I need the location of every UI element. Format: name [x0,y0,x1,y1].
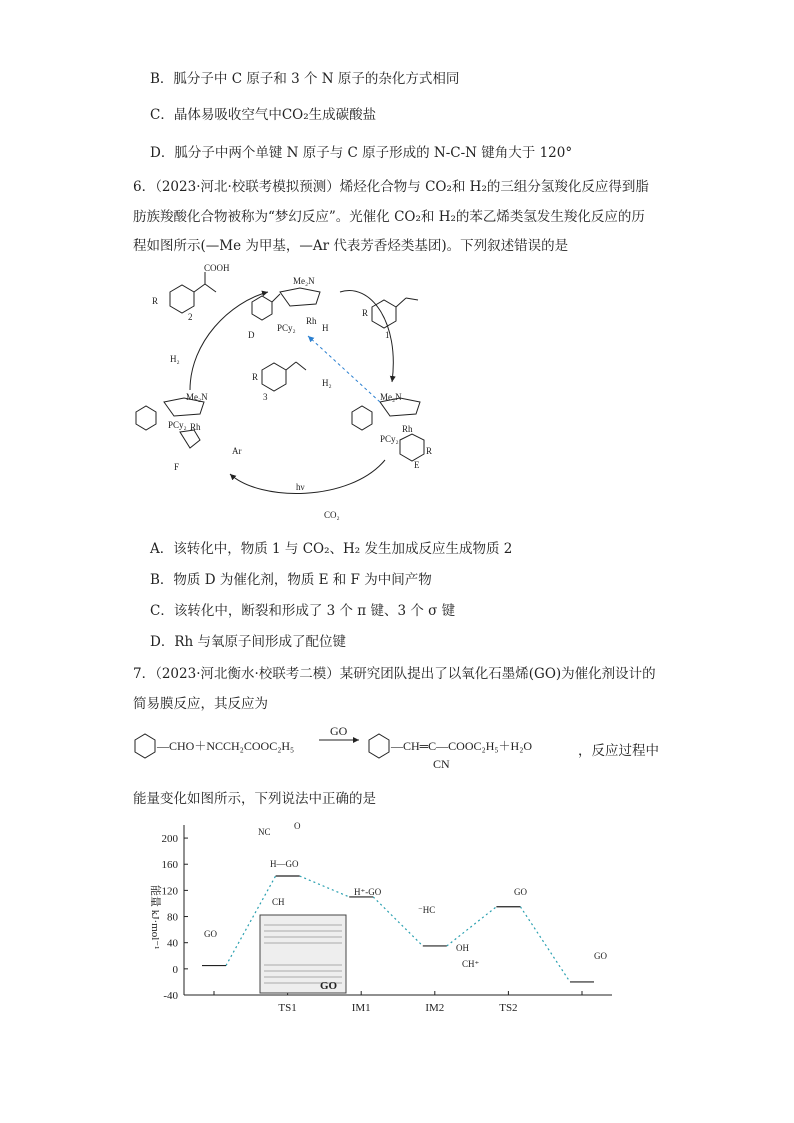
label-r-e: R [426,446,433,456]
annot-go-ts2: GO [514,887,527,897]
q6-option-c: C．该转化中，断裂和形成了 3 个 π 键、3 个 σ 键 [150,603,456,619]
q7-stem-line-1: 7．（2023·河北衡水·校联考二模）某研究团队提出了以氧化石墨烯(GO)为催化剂设计的 [133,666,656,682]
q6-option-a: A．该转化中，物质 1 与 CO₂、H₂ 发生加成反应生成物质 2 [150,541,513,557]
energy-connector [300,876,350,897]
label-d: D [248,330,255,340]
eq-product-cn: CN [433,757,450,771]
eq-products: —CH═C—COOC₂H₅＋H₂O [391,739,533,753]
label-me2n-f: Me₂N [186,392,208,402]
label-h-d: H [322,323,329,333]
y-tick-label: 200 [161,833,178,846]
label-pcy2-d: PCy₂ [277,323,296,333]
label-f: F [174,462,180,472]
label-me2n-e: Me₂N [380,392,402,402]
annot-go-start: GO [204,929,217,939]
label-h2-mid: H₂ [322,378,332,388]
inset-go-label: GO [320,980,338,992]
q6-stem-line-2: 肪族羧酸化合物被称为“梦幻反应”。光催化 CO₂和 H₂的苯乙烯类氢发生羧化反应的历 [133,209,645,225]
annot-nc: NC [258,827,271,837]
label-rh-d: Rh [306,316,317,326]
q5-option-c: C．晶体易吸收空气中CO₂生成碳酸盐 [150,107,377,123]
y-tick-label: 160 [161,859,178,872]
x-tick-label: IM2 [425,1002,445,1014]
annot-ch-plus: CH⁺ [462,959,480,969]
label-hv: hν [296,482,305,492]
label-rh-f: Rh [190,422,201,432]
x-tick-label: TS2 [499,1002,518,1014]
label-compound-3: 3 [263,392,268,402]
q5-option-b: B．胍分子中 C 原子和 3 个 N 原子的杂化方式相同 [150,71,460,87]
x-tick-label: TS1 [278,1002,297,1014]
chart-ylabel: 能量 kJ·mol⁻¹ [149,885,161,950]
label-pcy2-f: PCy₂ [168,420,187,430]
energy-connector [447,907,497,946]
eq-catalyst: GO [330,724,348,738]
label-compound-1: 1 [385,330,390,340]
label-r-2: R [152,296,159,306]
label-ar: Ar [232,446,242,456]
label-e: E [414,460,420,470]
annot-go-end: GO [594,951,607,961]
label-me2n-d: Me₂N [293,276,315,286]
y-tick-label: 80 [167,911,178,924]
label-cooh: COOH [204,263,230,273]
energy-connector [373,897,423,946]
y-tick-label: 0 [172,963,178,976]
annot-h-plus-go: H⁺-GO [354,887,382,897]
annot-hc-minus: ⁻HC [418,905,436,915]
q5-option-d: D．胍分子中两个单键 N 原子与 C 原子形成的 N-C-N 键角大于 120° [150,145,573,161]
annot-ch-1: CH [272,897,285,907]
label-h2-left: H₂ [170,354,180,364]
q6-option-b: B．物质 D 为催化剂，物质 E 和 F 为中间产物 [150,572,432,588]
q6-option-d: D．Rh 与氧原子间形成了配位键 [150,634,346,650]
annot-h-go: H—GO [270,859,299,869]
q7-equation-tail: ，反应过程中 [578,743,659,759]
label-r-1: R [362,308,369,318]
eq-reactants: —CHO＋NCCH₂COOC₂H₅ [157,739,295,753]
q7-stem-line-2: 简易膜反应，其反应为 [133,696,268,712]
q7-after-equation: 能量变化如图所示，下列说法中正确的是 [133,791,376,807]
y-tick-label: 40 [167,937,178,950]
catalytic-cycle-diagram [130,262,530,524]
annot-o: O [294,821,301,831]
q6-stem-line-1: 6．（2023·河北·校联考模拟预测）烯烃化合物与 CO₂和 H₂的三组分氢羧化反应得到脂 [133,179,649,195]
x-tick-label: IM1 [351,1002,371,1014]
y-tick-label: -40 [163,990,178,1002]
label-rh-e: Rh [402,424,413,434]
label-pcy2-e: PCy₂ [380,434,399,444]
y-tick-label: 120 [161,885,178,898]
label-r-3: R [252,372,259,382]
q6-stem-line-3: 程如图所示(—Me 为甲基，—Ar 代表芳香烃类基团)。下列叙述错误的是 [133,238,569,254]
energy-profile-chart [132,815,632,1025]
label-compound-2: 2 [188,312,193,322]
label-co2: CO₂ [324,510,340,520]
energy-connector [520,907,570,982]
annot-oh: OH [456,943,469,953]
